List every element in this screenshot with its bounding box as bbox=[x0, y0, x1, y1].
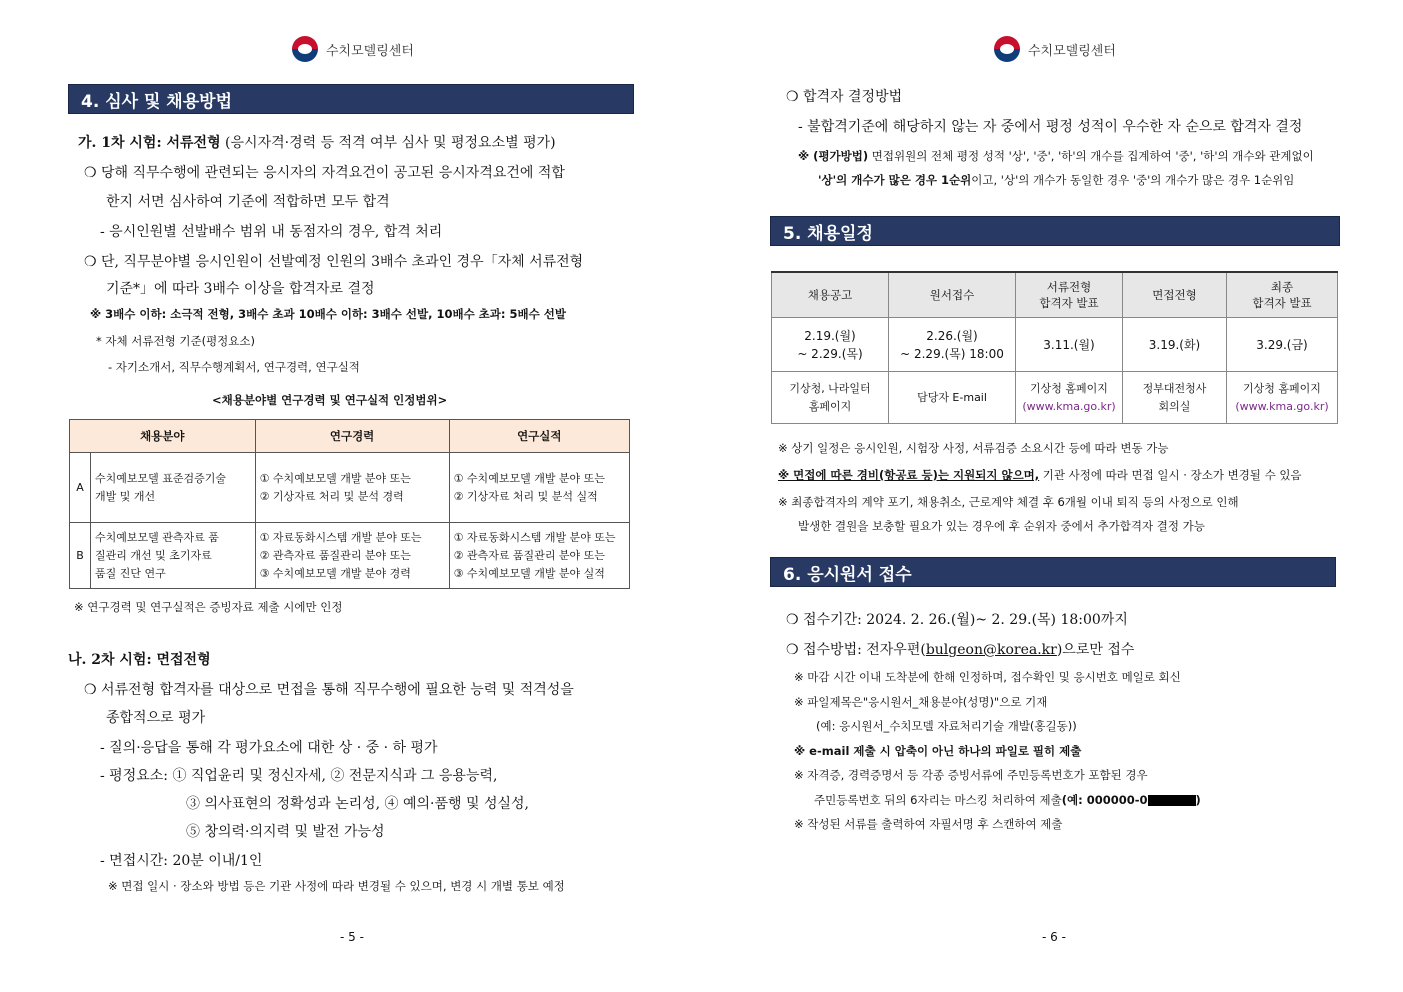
schedule-note-3-line2: 발생한 결원을 보충할 필요가 있는 경우에 후 순위자 중에서 추가합격자 결정 가능 bbox=[798, 519, 1205, 533]
header bbox=[994, 34, 1116, 64]
table-header: 연구실적 bbox=[449, 420, 629, 453]
para-b-dash1: - 질의·응답을 통해 각 평가요소에 대한 상 · 중 · 하 평가 bbox=[100, 740, 438, 756]
schedule-place: 담당자 E-mail bbox=[889, 372, 1016, 424]
page-5 bbox=[0, 0, 701, 992]
application-method: ❍ 접수방법: 전자우편(bulgeon@korea.kr)으로만 접수 bbox=[786, 642, 1135, 658]
app-note-1: ※ 마감 시간 이내 도착분에 한해 인정하며, 접수확인 및 응시번호 메일로 회신 bbox=[794, 670, 1181, 684]
eval-method-note-line2: '상'의 개수가 많은 경우 1순위이고, '상'의 개수가 동일한 경우 '중'의 개수가 많은 경우 1순위임 bbox=[818, 173, 1295, 187]
pass-decision-title: ❍ 합격자 결정방법 bbox=[786, 89, 903, 105]
table-row bbox=[70, 523, 630, 589]
app-note-5: ※ 작성된 서류를 출력하여 자필서명 후 스캔하여 제출 bbox=[794, 817, 1063, 831]
para-a2-line1: ❍ 단, 직무분야별 응시인원이 선발예정 인원의 3배수 초과인 경우「자체 서류전형 bbox=[84, 254, 584, 270]
government-logo-icon bbox=[292, 36, 318, 62]
header-title: 수치모델링센터 bbox=[326, 43, 414, 59]
subsection-b-title: 나. 2차 시험: 면접전형 bbox=[68, 652, 211, 668]
schedule-header: 최종 합격자 발표 bbox=[1227, 272, 1338, 318]
note-multiples: ※ 3배수 이하: 소극적 전형, 3배수 초과 10배수 이하: 3배수 선발, 10배수 초과: 5배수 선발 bbox=[90, 307, 566, 321]
schedule-date: 3.29.(금) bbox=[1227, 318, 1338, 372]
application-period: ❍ 접수기간: 2024. 2. 26.(월)~ 2. 29.(목) 18:00까지 bbox=[786, 612, 1128, 628]
table-caption: <채용분야별 연구경력 및 연구실적 인정범위> bbox=[212, 393, 448, 407]
row-career: ① 자료동화시스템 개발 분야 또는 ② 관측자료 품질관리 분야 또는 ③ 수치예보모델 개발 분야 경력 bbox=[255, 523, 449, 589]
note-star-dash: - 자기소개서, 직무수행계획서, 연구경력, 연구실적 bbox=[108, 360, 360, 374]
schedule-header-row bbox=[772, 272, 1338, 318]
para-b-dash2b: ③ 의사표현의 정확성과 논리성, ④ 예의·품행 및 성실성, bbox=[186, 796, 529, 812]
pass-decision-dash: - 불합격기준에 해당하지 않는 자 중에서 평정 성적이 우수한 자 순으로 합격자 결정 bbox=[798, 119, 1303, 135]
table-header: 연구경력 bbox=[255, 420, 449, 453]
schedule-header: 채용공고 bbox=[772, 272, 889, 318]
app-note-2b: (예: 응시원서_수치모델 자료처리기술 개발(홍길동)) bbox=[816, 719, 1077, 733]
table-row bbox=[70, 453, 630, 523]
section-6-title: 6. 응시원서 접수 bbox=[770, 557, 1336, 587]
row-record: ① 수치예보모델 개발 분야 또는 ② 기상자료 처리 및 분석 실적 bbox=[449, 453, 629, 523]
para-a2-line2: 기준*」에 따라 3배수 이상을 합격자로 결정 bbox=[106, 281, 375, 297]
page-number: - 6 - bbox=[1042, 930, 1066, 944]
schedule-place: 정부대전청사 회의실 bbox=[1123, 372, 1227, 424]
schedule-header: 서류전형 합격자 발표 bbox=[1016, 272, 1123, 318]
schedule-date-row bbox=[772, 318, 1338, 372]
schedule-date: 2.19.(월) ~ 2.29.(목) bbox=[772, 318, 889, 372]
note-interview: ※ 면접 일시 · 장소와 방법 등은 기관 사정에 따라 변경될 수 있으며, 변경 시 개별 통보 예정 bbox=[108, 879, 565, 893]
section-5-title: 5. 채용일정 bbox=[770, 216, 1340, 246]
schedule-place: 기상청 홈페이지 (www.kma.go.kr) bbox=[1227, 372, 1338, 424]
para-b-dash2: - 평정요소: ① 직업윤리 및 정신자세, ② 전문지식과 그 응용능력, bbox=[100, 768, 498, 784]
row-record: ① 자료동화시스템 개발 분야 또는 ② 관측자료 품질관리 분야 또는 ③ 수치예보모델 개발 분야 실적 bbox=[449, 523, 629, 589]
schedule-place-row bbox=[772, 372, 1338, 424]
schedule-place: 기상청 홈페이지 (www.kma.go.kr) bbox=[1016, 372, 1123, 424]
government-logo-icon bbox=[994, 36, 1020, 62]
note-star: * 자체 서류전형 기준(평정요소) bbox=[96, 334, 255, 348]
section-4-title: 4. 심사 및 채용방법 bbox=[68, 84, 634, 114]
schedule-header: 면접전형 bbox=[1123, 272, 1227, 318]
header bbox=[292, 34, 414, 64]
table-header: 채용분야 bbox=[70, 420, 256, 453]
table-note: ※ 연구경력 및 연구실적은 증빙자료 제출 시에만 인정 bbox=[74, 600, 343, 614]
para-a1-dash: - 응시인원별 선발배수 범위 내 동점자의 경우, 합격 처리 bbox=[100, 224, 443, 240]
para-b1-line1: ❍ 서류전형 합격자를 대상으로 면접을 통해 직무수행에 필요한 능력 및 적격성을 bbox=[84, 682, 574, 698]
para-b-dash3: - 면접시간: 20분 이내/1인 bbox=[100, 853, 263, 869]
app-note-2: ※ 파일제목은"응시원서_채용분야(성명)"으로 기재 bbox=[794, 695, 1048, 709]
masked-redaction bbox=[1148, 795, 1196, 806]
schedule-note-1: ※ 상기 일정은 응시인원, 시험장 사정, 서류검증 소요시간 등에 따라 변동 가능 bbox=[778, 441, 1169, 455]
schedule-table bbox=[771, 271, 1338, 424]
schedule-note-3-line1: ※ 최종합격자의 계약 포기, 채용취소, 근로계약 체결 후 6개월 이내 퇴직 등의 사정으로 인해 bbox=[778, 495, 1239, 509]
para-b-dash2c: ⑤ 창의력·의지력 및 발전 가능성 bbox=[186, 824, 385, 840]
row-career: ① 수치예보모델 개발 분야 또는 ② 기상자료 처리 및 분석 경력 bbox=[255, 453, 449, 523]
row-code: B bbox=[70, 523, 91, 589]
row-code: A bbox=[70, 453, 91, 523]
table-header-row bbox=[70, 420, 630, 453]
header-title: 수치모델링센터 bbox=[1028, 43, 1116, 59]
schedule-note-2: ※ 면접에 따른 경비(항공료 등)는 지원되지 않으며, 기관 사정에 따라 면접 일시 · 장소가 변경될 수 있음 bbox=[778, 468, 1302, 482]
app-note-4: ※ 자격증, 경력증명서 등 각종 증빙서류에 주민등록번호가 포함된 경우 bbox=[794, 768, 1148, 782]
para-a1-line1: ❍ 당해 직무수행에 관련되는 응시자의 자격요건이 공고된 응시자격요건에 적합 bbox=[84, 165, 565, 181]
schedule-place: 기상청, 나라일터 홈페이지 bbox=[772, 372, 889, 424]
schedule-date: 3.19.(화) bbox=[1123, 318, 1227, 372]
para-b1-line2: 종합적으로 평가 bbox=[106, 710, 206, 726]
schedule-header: 원서접수 bbox=[889, 272, 1016, 318]
para-a1-line2: 한지 서면 심사하여 기준에 적합하면 모두 합격 bbox=[106, 194, 390, 210]
page-6 bbox=[702, 0, 1403, 992]
page-number: - 5 - bbox=[340, 930, 364, 944]
row-field: 수치예보모델 표준검증기술 개발 및 개선 bbox=[91, 453, 256, 523]
row-field: 수치예보모델 관측자료 품 질관리 개선 및 초기자료 품질 진단 연구 bbox=[91, 523, 256, 589]
app-note-4b: 주민등록번호 뒤의 6자리는 마스킹 처리하여 제출(예: 000000-0 ) bbox=[814, 793, 1201, 807]
eval-method-note-line1: ※ (평가방법) 면접위원의 전체 평정 성적 '상', '중', '하'의 개수를 집계하여 '중', '하'의 개수와 관계없이 bbox=[798, 149, 1314, 163]
app-note-3: ※ e-mail 제출 시 압축이 아닌 하나의 파일로 필히 제출 bbox=[794, 744, 1082, 758]
kma-link[interactable]: (www.kma.go.kr) bbox=[1022, 399, 1116, 413]
kma-link[interactable]: (www.kma.go.kr) bbox=[1235, 399, 1329, 413]
subsection-a-title: 가. 1차 시험: 서류전형 (응시자격·경력 등 적격 여부 심사 및 평정요소별 평가) bbox=[78, 135, 556, 151]
schedule-date: 2.26.(월) ~ 2.29.(목) 18:00 bbox=[889, 318, 1016, 372]
field-table bbox=[69, 419, 630, 589]
email-link[interactable]: bulgeon@korea.kr bbox=[925, 642, 1057, 658]
schedule-date: 3.11.(월) bbox=[1016, 318, 1123, 372]
